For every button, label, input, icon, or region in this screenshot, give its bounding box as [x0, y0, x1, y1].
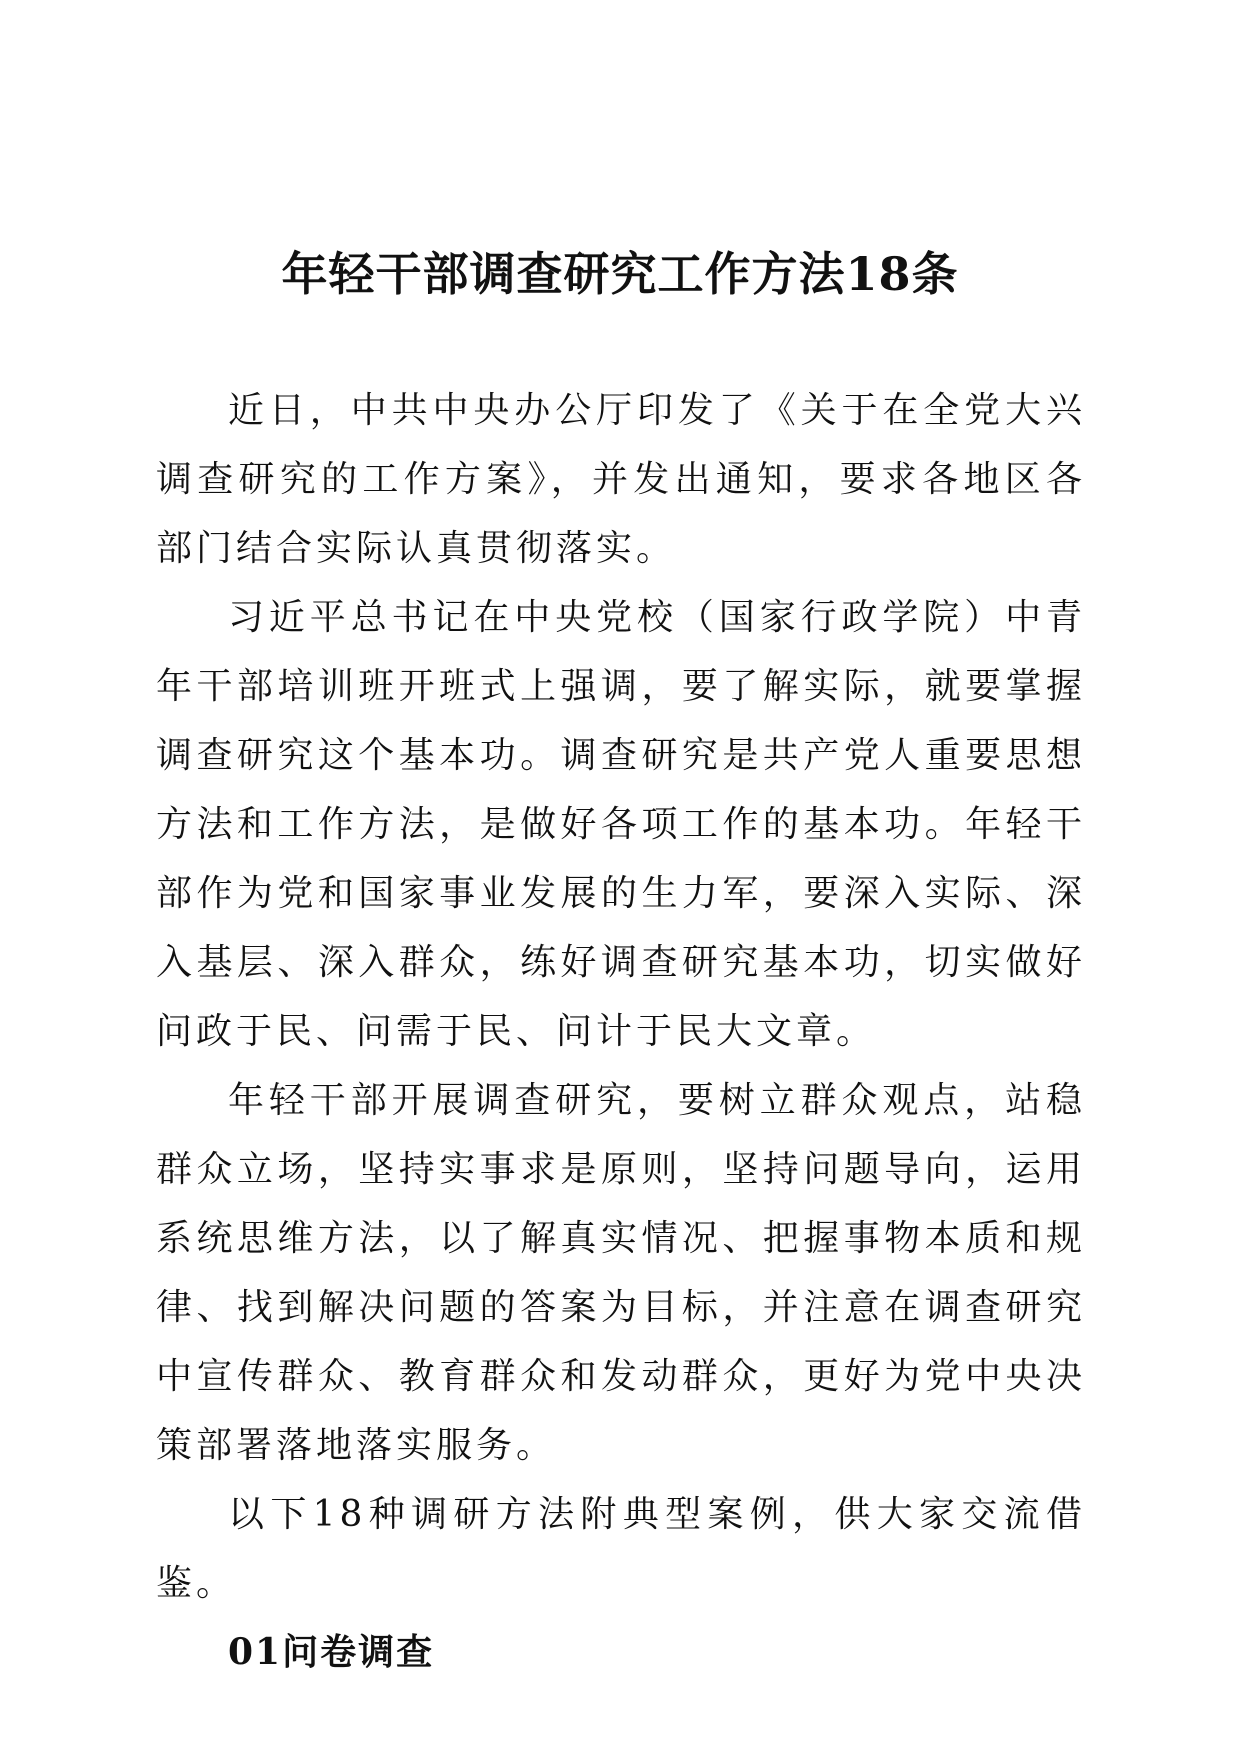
- paragraph-intro: 近日，中共中央办公厅印发了《关于在全党大兴调查研究的工作方案》，并发出通知，要求各地区各部门结合实际认真贯彻落实。: [156, 390, 1086, 569]
- paragraph-methods-intro: 以下18种调研方法附典型案例，供大家交流借鉴。: [156, 1494, 1086, 1604]
- document-title: 年轻干部调查研究工作方法18条: [281, 247, 959, 301]
- document-body: [156, 376, 1086, 1687]
- paragraph-xi-speech: 习近平总书记在中央党校（国家行政学院）中青年干部培训班开班式上强调，要了解实际，就要掌握调查研究这个基本功。调查研究是共产党人重要思想方法和工作方法，是做好各项工作的基本功。年轻干部作为党和国家事业发展的生力军，要深入实际、深入基层、深入群众，练好调查研究基本功，切实做好问政于民、问需于民、问计于民大文章。: [156, 597, 1086, 1052]
- section-heading: 01问卷调查: [228, 1631, 435, 1673]
- paragraph-young-cadres: 年轻干部开展调查研究，要树立群众观点，站稳群众立场，坚持实事求是原则，坚持问题导向，运用系统思维方法，以了解真实情况、把握事物本质和规律、找到解决问题的答案为目标，并注意在调查研究中宣传群众、教育群众和发动群众，更好为党中央决策部署落地落实服务。: [156, 1080, 1086, 1466]
